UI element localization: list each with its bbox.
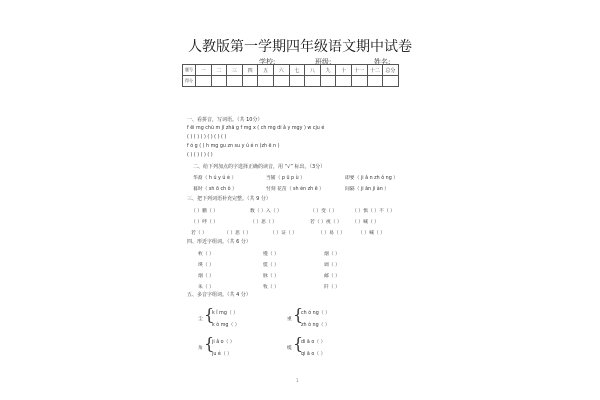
score-cell[interactable] (273, 76, 289, 87)
score-table-score-row (183, 76, 399, 87)
score-column-header: 十 (336, 65, 352, 76)
brace-icon: { (293, 305, 304, 324)
section-3-heading: 三、把下列词语补充完整。（共 9 分） (187, 196, 271, 202)
section-3-item[interactable]: （ ）喊（ ） (358, 231, 386, 236)
polyphone-reading[interactable]: ji ǎ o（ ） (212, 340, 235, 345)
section-4-item[interactable]: 慢（ ） (263, 252, 279, 257)
score-column-header: 二 (211, 65, 227, 76)
section-4-heading: 四、形近字组词。（共 6 分） (187, 239, 251, 245)
section-4-item[interactable]: 脉（ ） (263, 274, 279, 279)
polyphone-reading[interactable]: ju é（ ） (212, 352, 232, 357)
section-2-item[interactable]: 暮时（ sh ō ch ǒ ） (193, 187, 237, 192)
score-column-header: 六 (273, 65, 289, 76)
score-column-header: 十二 (367, 65, 383, 76)
name-label: 姓名: (374, 58, 391, 66)
polyphone-char: 角 (198, 346, 203, 351)
section-4-item[interactable]: 枚（ ） (198, 252, 214, 257)
section-4-item[interactable]: 阡（ ） (324, 285, 340, 290)
page-number: 1 (296, 378, 299, 383)
score-column-header: 一 (196, 65, 212, 76)
score-column-header: 七 (289, 65, 305, 76)
score-table-row-label: 得分 (183, 76, 196, 87)
polyphone-reading[interactable]: k ǐ mg（ ） (212, 311, 238, 316)
section-2-item[interactable]: 即要（ ji ǎ n zh ǒ ng ） (345, 176, 399, 181)
polyphone-char: 缆 (287, 346, 292, 351)
section-3-item[interactable]: （ ）呼（ ） (191, 220, 219, 225)
brace-icon: { (204, 334, 215, 353)
section-3-item[interactable]: （ ）喊（ ） (352, 220, 380, 225)
score-cell[interactable] (196, 76, 212, 87)
section-3-item[interactable]: （ ）变（ ） (310, 209, 338, 214)
score-cell[interactable] (305, 76, 321, 87)
score-cell[interactable] (383, 76, 399, 87)
score-cell[interactable] (351, 76, 367, 87)
polyphone-reading[interactable]: di ā o（ ） (301, 340, 326, 345)
score-column-header: 八 (305, 65, 321, 76)
section-2-item[interactable]: 华裔（ h ú y ú é ） (193, 176, 237, 181)
section-4-item[interactable]: 邮（ ） (324, 274, 340, 279)
score-column-header: 三 (227, 65, 243, 76)
score-cell[interactable] (258, 76, 274, 87)
polyphone-char: 尘 (198, 317, 203, 322)
score-cell[interactable] (320, 76, 336, 87)
section-1-pinyin-line-1: f ēi mg chù m jī zhā g f mg x ( ch mg di ǎ y mgy ) w cju é (187, 126, 325, 131)
section-3-item[interactable]: 若（ ） (191, 231, 207, 236)
section-5-heading: 五、多音字组词。（共 4 分） (187, 292, 251, 298)
section-4-item[interactable]: 慌（ ） (263, 263, 279, 268)
section-4-item[interactable]: 烟（ ） (324, 252, 340, 257)
class-label: 班级: (315, 58, 332, 66)
section-4-item[interactable]: 调（ ） (324, 263, 340, 268)
score-column-header: 四 (242, 65, 258, 76)
score-cell[interactable] (289, 76, 305, 87)
polyphone-char: 重 (287, 317, 292, 322)
score-cell[interactable] (227, 76, 243, 87)
section-2-heading: 二、给下列加点的字选择正确的读音，用 “√” 标出。（3分） (193, 164, 326, 170)
section-1-answer-blanks-2[interactable]: ( ) ( ) ( ) ( ) (187, 153, 213, 158)
score-column-header: 九 (320, 65, 336, 76)
section-2-item[interactable]: 当铺（ p ū p ù ） (266, 176, 305, 181)
section-3-item[interactable]: 数（ ）入（ ） (250, 209, 282, 214)
section-1-heading: 一、看拼音，写词语。（共 10分） (187, 117, 263, 123)
score-column-header: 总分 (383, 65, 399, 76)
brace-icon: { (204, 305, 215, 324)
polyphone-reading[interactable]: ch ó ng（ ） (301, 311, 330, 316)
document-title: 人教版第一学期四年级语文期中试卷 (188, 39, 412, 55)
school-label: 学校: (259, 58, 276, 66)
score-cell[interactable] (367, 76, 383, 87)
section-3-item[interactable]: （ ）鹏（ ） (191, 209, 219, 214)
section-1-pinyin-line-2: f ó g ( ) h mg gu zn su y ú é n (zh ē n ) (187, 144, 280, 149)
section-4-item[interactable]: 牧（ ） (263, 285, 279, 290)
section-3-item[interactable]: （ ）思（ ） (250, 220, 278, 225)
score-table (182, 64, 399, 87)
score-cell[interactable] (336, 76, 352, 87)
polyphone-reading[interactable]: qi ā o（ ） (301, 352, 326, 357)
section-4-item[interactable]: 烟（ ） (198, 274, 214, 279)
section-3-item[interactable]: 若（ ）视（ ） (310, 220, 342, 225)
score-table-header-row (183, 65, 399, 76)
section-4-item[interactable]: 瑛（ ） (198, 263, 214, 268)
section-4-item[interactable]: 朱（ ） (198, 285, 214, 290)
section-2-item[interactable]: 间隔（ ji ān ji àn ） (345, 187, 390, 192)
section-1-answer-blanks-1[interactable]: ( ) ( ) ( ) ( ) ( ) ( ) (187, 135, 227, 140)
section-3-item[interactable]: （ ）思（ ） (224, 231, 252, 236)
score-table-header-label: 题号 (183, 65, 196, 76)
score-column-header: 十一 (351, 65, 367, 76)
brace-icon: { (293, 334, 304, 353)
score-column-header: 五 (258, 65, 274, 76)
score-cell[interactable] (211, 76, 227, 87)
section-2-item[interactable]: 忖刻 花苗（ sh én zh ē ） (266, 187, 324, 192)
polyphone-reading[interactable]: zh ò ng（ ） (301, 323, 330, 328)
section-3-item[interactable]: （ ）易（ ） (318, 231, 346, 236)
score-cell[interactable] (242, 76, 258, 87)
polyphone-reading[interactable]: k ò mg（ ） (212, 323, 240, 328)
section-3-item[interactable]: （ ）惧（ ）不（ ） (352, 209, 395, 214)
section-3-item[interactable]: （ ）证（ ） (270, 231, 298, 236)
